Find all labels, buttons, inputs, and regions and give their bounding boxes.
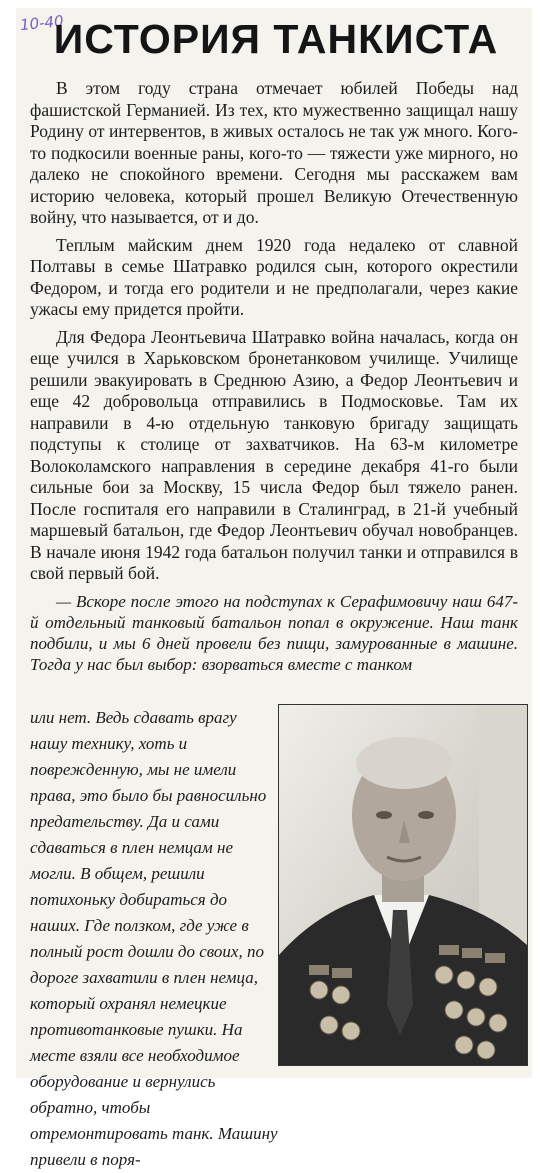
portrait-image [279,705,527,1065]
paragraph-war-start: Для Федора Леонтьевича Шатравко война началась, когда он еще учился в Харьковском бронетанковом училище. Училище решили эвакуировать в Среднюю Азию, а Федор Леонтьевич и еще 42 добровольца отправились в Подмосковье. Там их направили в 4-ю отдельную танковую бригаду защищать подступы к столице от захватчиков. На 63-м километре Волоколамского направления в середине декабря 41-го были сильные бои за Москву, 15 числа Федор был тяжело ранен. После госпиталя его направили в Сталинград, в 21-й учебный маршевый батальон, где Федор Леонтьевич обучал новобранцев. В начале июня 1942 года батальон получил танки и отправился в свой первый бой. [30,326,518,583]
paragraph-quote-continued: или нет. Ведь сдавать врагу нашу технику, хоть и поврежденную, мы не имели права, это было бы равносильно предательству. Да и сами сдаваться в плен немцам не могли. В общем, решили потихоньку добираться до наших. Где ползком, где уже в полный рост дошли до своих, по дороге захватили в плен немца, который охранял немецкие противотанковые пушки. На месте взяли все необходимое оборудование и вернулись обратно, чтобы отремонтировать танк. Машину привели в поря- [30,708,278,1169]
handwritten-stamp: 10-40 [19,11,65,35]
paragraph-intro: В этом году страна отмечает юбилей Победы над фашистской Германией. Из тех, кто мужественно защищал нашу Родину от интервентов, в живых осталось не так уж много. Кого-то подкосили военные раны, кого-то — тяжести уже мирного, но далеко не спокойного времени. Сегодня мы расскажем вам историю человека, который прошел Великую Отечественную войну, что называется, от и до. [30,78,518,227]
article-headline: ИСТОРИЯ ТАНКИСТА [53,16,499,62]
article-body [30,78,518,675]
paragraph-birth: Теплым майским днем 1920 года недалеко от славной Полтавы в семье Шатравко родился сын, которого окрестили Федором, и тогда его родители и не предполагали, через какие ужасы ему придется пройти. [30,234,518,319]
veteran-portrait-photo [278,704,528,1066]
paragraph-quote: — Вскоре после этого на подступах к Серафимовичу наш 647-й отдельный танковый батальон попал в окружение. Наш танк подбили, и мы 6 дней провели без пищи, замурованные в машине. Тогда у нас был выбор: взорваться вместе с танком [30,591,518,674]
newspaper-clipping [16,8,532,1169]
